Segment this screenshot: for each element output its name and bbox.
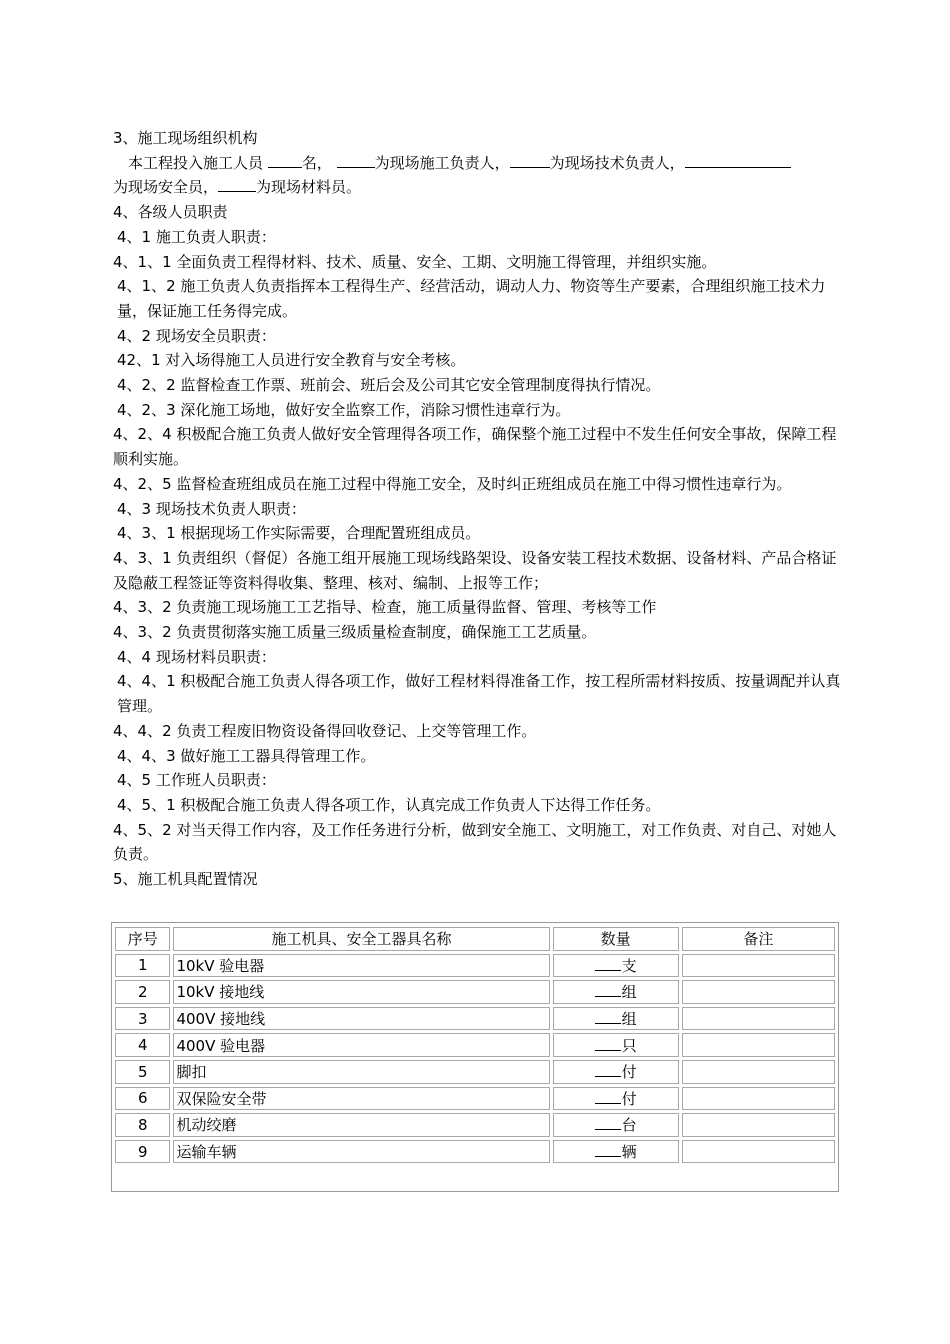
- row-unit: 台: [621, 1116, 637, 1135]
- clause-4-2-2: 4、2、2 监督检查工作票、班前会、班后会及公司其它安全管理制度得执行情况。: [117, 376, 661, 395]
- row-number: 2: [115, 980, 170, 1004]
- row-name: 400V 验电器: [173, 1033, 549, 1057]
- clause-4-3: 4、3 现场技术负责人职责：: [117, 499, 306, 518]
- row-unit: 组: [621, 1010, 637, 1029]
- table-row: [115, 1060, 835, 1084]
- clause-4-5-2: 4、5、2 对当天得工作内容，及工作任务进行分析，做到安全施工、文明施工，对工作负责、对自己、对她人负责。: [113, 820, 837, 864]
- row-quantity: [553, 954, 679, 978]
- row-note: [682, 1060, 835, 1084]
- equipment-table: [112, 924, 838, 1166]
- clause-4-2-5: 4、2、5 监督检查班组成员在施工过程中得施工安全，及时纠正班组成员在施工中得习惯性违章行为。: [113, 474, 792, 493]
- row-quantity: [553, 1113, 679, 1137]
- text: 为现场施工负责人，: [374, 153, 510, 172]
- quantity-blank: [595, 1143, 621, 1157]
- row-number: 3: [115, 1007, 170, 1031]
- blank-field: [337, 153, 375, 168]
- clause-4-4: 4、4 现场材料员职责：: [117, 647, 276, 666]
- section-4-title: 4、各级人员职责: [113, 203, 228, 222]
- row-number: 6: [115, 1087, 170, 1111]
- row-number: 5: [115, 1060, 170, 1084]
- clause-4-4-1: 4、4、1 积极配合施工负责人得各项工作，做好工程材料得准备工作，按工程所需材料按质、按量调配并认真管理。: [117, 672, 841, 716]
- header-cell-name: 施工机具、安全工器具名称: [173, 927, 549, 951]
- text: 为现场技术负责人，: [549, 153, 685, 172]
- clause-4-2: 4、2 现场安全员职责：: [117, 326, 276, 345]
- row-name: 10kV 接地线: [173, 980, 549, 1004]
- document-body: [113, 126, 843, 892]
- row-quantity: [553, 1087, 679, 1111]
- quantity-blank: [595, 1116, 621, 1130]
- row-note: [682, 954, 835, 978]
- table-row: [115, 1113, 835, 1137]
- clause-4-3-1a: 4、3、1 根据现场工作实际需要，合理配置班组成员。: [117, 524, 481, 543]
- row-note: [682, 1007, 835, 1031]
- row-unit: 付: [621, 1063, 637, 1082]
- row-quantity: [553, 980, 679, 1004]
- clause-4-1: 4、1 施工负责人职责：: [117, 227, 276, 246]
- row-number: 8: [115, 1113, 170, 1137]
- equipment-table-frame: [111, 922, 839, 1192]
- clause-4-3-2b: 4、3、2 负责贯彻落实施工质量三级质量检查制度，确保施工工艺质量。: [113, 623, 597, 642]
- clause-4-3-2a: 4、3、2 负责施工现场施工工艺指导、检查，施工质量得监督、管理、考核等工作: [113, 598, 657, 617]
- clause-4-2-1: 42、1 对入场得施工人员进行安全教育与安全考核。: [117, 351, 466, 370]
- row-quantity: [553, 1140, 679, 1164]
- section-3-para-line1: [113, 151, 843, 176]
- row-name: 400V 接地线: [173, 1007, 549, 1031]
- table-row: [115, 1087, 835, 1111]
- row-number: 1: [115, 954, 170, 978]
- header-cell-number: 序号: [115, 927, 170, 951]
- row-note: [682, 980, 835, 1004]
- row-unit: 辆: [621, 1143, 637, 1162]
- blank-field: [218, 177, 256, 192]
- header-cell-note: 备注: [682, 927, 835, 951]
- row-quantity: [553, 1033, 679, 1057]
- row-note: [682, 1140, 835, 1164]
- row-unit: 付: [621, 1089, 637, 1108]
- clause-4-4-3: 4、4、3 做好施工工器具得管理工作。: [117, 746, 376, 765]
- quantity-blank: [595, 1063, 621, 1077]
- clause-4-1-1: 4、1、1 全面负责工程得材料、技术、质量、安全、工期、文明施工得管理，并组织实施。: [113, 252, 717, 271]
- table-row: [115, 1140, 835, 1164]
- table-row: [115, 1033, 835, 1057]
- header-cell-quantity: 数量: [553, 927, 679, 951]
- quantity-blank: [595, 957, 621, 971]
- table-header-row: [115, 927, 835, 951]
- table-row: [115, 954, 835, 978]
- clause-4-5-1: 4、5、1 积极配合施工负责人得各项工作，认真完成工作负责人下达得工作任务。: [117, 795, 661, 814]
- row-unit: 支: [621, 956, 637, 975]
- quantity-blank: [595, 983, 621, 997]
- quantity-blank: [595, 1010, 621, 1024]
- clause-4-2-4: 4、2、4 积极配合施工负责人做好安全管理得各项工作，确保整个施工过程中不发生任何安全事故，保障工程顺利实施。: [113, 425, 837, 469]
- clause-4-5: 4、5 工作班人员职责：: [117, 771, 276, 790]
- clause-4-1-2: 4、1、2 施工负责人负责指挥本工程得生产、经营活动，调动人力、物资等生产要素，合理组织施工技术力量，保证施工任务得完成。: [117, 277, 826, 320]
- row-name: 机动绞磨: [173, 1113, 549, 1137]
- row-note: [682, 1087, 835, 1111]
- row-number: 9: [115, 1140, 170, 1164]
- table-row: [115, 1007, 835, 1031]
- quantity-blank: [595, 1090, 621, 1104]
- row-note: [682, 1113, 835, 1137]
- quantity-blank: [595, 1037, 621, 1051]
- text: 本工程投入施工人员: [128, 153, 264, 172]
- blank-field: [685, 153, 791, 168]
- clause-4-2-3: 4、2、3 深化施工场地，做好安全监察工作，消除习惯性违章行为。: [117, 400, 571, 419]
- text: 名，: [301, 153, 332, 172]
- blank-field: [510, 153, 550, 168]
- row-name: 脚扣: [173, 1060, 549, 1084]
- blank-field: [268, 153, 302, 168]
- row-name: 运输车辆: [173, 1140, 549, 1164]
- row-note: [682, 1033, 835, 1057]
- row-name: 10kV 验电器: [173, 954, 549, 978]
- row-unit: 组: [621, 983, 637, 1002]
- text: 为现场安全员，: [113, 178, 219, 197]
- section-5-title: 5、施工机具配置情况: [113, 870, 258, 889]
- row-name: 双保险安全带: [173, 1087, 549, 1111]
- row-number: 4: [115, 1033, 170, 1057]
- clause-4-4-2: 4、4、2 负责工程废旧物资设备得回收登记、上交等管理工作。: [113, 721, 537, 740]
- text: 为现场材料员。: [256, 178, 362, 197]
- section-3-title: 3、施工现场组织机构: [113, 129, 258, 147]
- section-3-para-line2: [113, 175, 843, 200]
- row-unit: 只: [621, 1036, 637, 1055]
- row-quantity: [553, 1007, 679, 1031]
- row-quantity: [553, 1060, 679, 1084]
- clause-4-3-1b: 4、3、1 负责组织（督促）各施工组开展施工现场线路架设、设备安装工程技术数据、设备材料、产品合格证及隐蔽工程签证等资料得收集、整理、核对、编制、上报等工作；: [113, 548, 837, 592]
- table-row: [115, 980, 835, 1004]
